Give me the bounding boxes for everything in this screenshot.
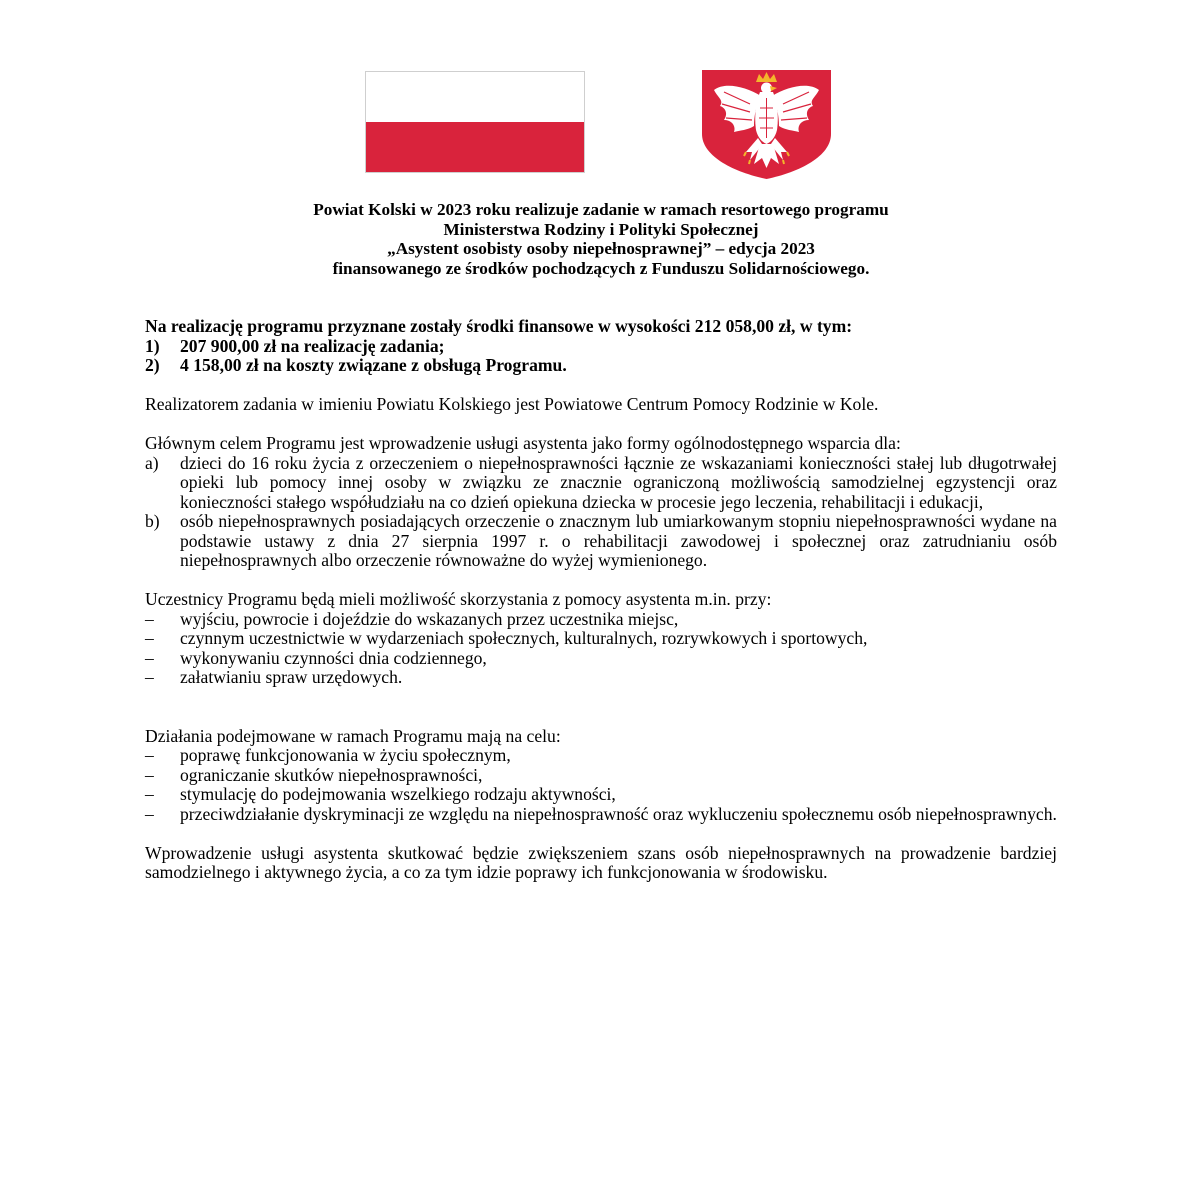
polish-coat-of-arms xyxy=(700,68,833,180)
funding-intro: Na realizację programu przyznane zostały środki finansowe w wysokości 212 058,00 zł, w tym: xyxy=(145,316,853,336)
realizator-paragraph: Realizatorem zadania w imieniu Powiatu Kolskiego jest Powiatowe Centrum Pomocy Rodzinie w Kole. xyxy=(145,394,879,414)
list-item: – ograniczanie skutków niepełnosprawności, xyxy=(145,764,483,785)
list-item: a) dzieci do 16 roku życia z orzeczeniem o niepełnosprawności łącznie ze wskazaniami konieczności stałej lub długotrwałej opieki lub pomocy innej osoby w związku ze znacznie ograniczoną możliwością samodzielnej egzystencji oraz konieczności stałego współudziału na co dzień opiekuna dziecka w procesie jego leczenia, rehabilitacji i edukacji, xyxy=(145,452,1057,512)
conclusion-paragraph: Wprowadzenie usługi asystenta skutkować będzie zwiększeniem szans osób niepełnosprawnych na prowadzenie bardziej samodzielnego i aktywnego życia, a co za tym idzie poprawy ich funkcjonowania w środowisku. xyxy=(145,842,1057,882)
list-item: – wykonywaniu czynności dnia codziennego, xyxy=(145,647,487,668)
flag-red-stripe xyxy=(366,122,584,172)
header-line-3: „Asystent osobisty osoby niepełnosprawnej” – edycja 2023 xyxy=(387,239,815,258)
funding-list xyxy=(145,337,1057,376)
list-item: – wyjściu, powrocie i dojeździe do wskazanych przez uczestnika miejsc, xyxy=(145,608,679,629)
list-item: – przeciwdziałanie dyskryminacji ze względu na niepełnosprawność oraz wykluczeniu społecznemu osób niepełnosprawnych. xyxy=(145,803,1057,824)
participants-list xyxy=(145,610,1057,688)
participants-intro: Uczestnicy Programu będą mieli możliwość skorzystania z pomocy asystenta m.in. przy: xyxy=(145,589,772,609)
document-header xyxy=(145,200,1057,278)
flag-white-stripe xyxy=(366,72,584,122)
actions-list xyxy=(145,746,1057,824)
goal-intro: Głównym celem Programu jest wprowadzenie usługi asystenta jako formy ogólnodostępnego wsparcia dla: xyxy=(145,433,901,453)
list-item: 2) 4 158,00 zł na koszty związane z obsługą Programu. xyxy=(145,355,567,375)
list-item: 1) 207 900,00 zł na realizację zadania; xyxy=(145,335,445,356)
goal-list xyxy=(145,454,1057,571)
header-line-1: Powiat Kolski w 2023 roku realizuje zadanie w ramach resortowego programu xyxy=(313,200,889,219)
list-item: – poprawę funkcjonowania w życiu społecznym, xyxy=(145,745,511,765)
list-item: – czynnym uczestnictwie w wydarzeniach społecznych, kulturalnych, rozrywkowych i sportowych, xyxy=(145,628,868,648)
list-item: b) osób niepełnosprawnych posiadających orzeczenie o znacznym lub umiarkowanym stopniu niepełnosprawności wydane na podstawie ustawy z dnia 27 sierpnia 1997 r. o rehabilitacji zawodowej i społecznej oraz zatrudnianiu osób niepełnosprawnych albo orzeczenie równoważne do wyżej wymienionego. xyxy=(145,511,1057,570)
actions-intro: Działania podejmowane w ramach Programu mają na celu: xyxy=(145,725,561,746)
polish-flag xyxy=(365,71,585,173)
header-line-2: Ministerstwa Rodziny i Polityki Społecznej xyxy=(443,219,759,239)
list-item: – załatwianiu spraw urzędowych. xyxy=(145,667,403,687)
list-item: – stymulację do podejmowania wszelkiego rodzaju aktywności, xyxy=(145,784,616,804)
header-line-4: finansowanego ze środków pochodzących z Funduszu Solidarnościowego. xyxy=(332,258,870,278)
document-text xyxy=(145,200,1057,883)
